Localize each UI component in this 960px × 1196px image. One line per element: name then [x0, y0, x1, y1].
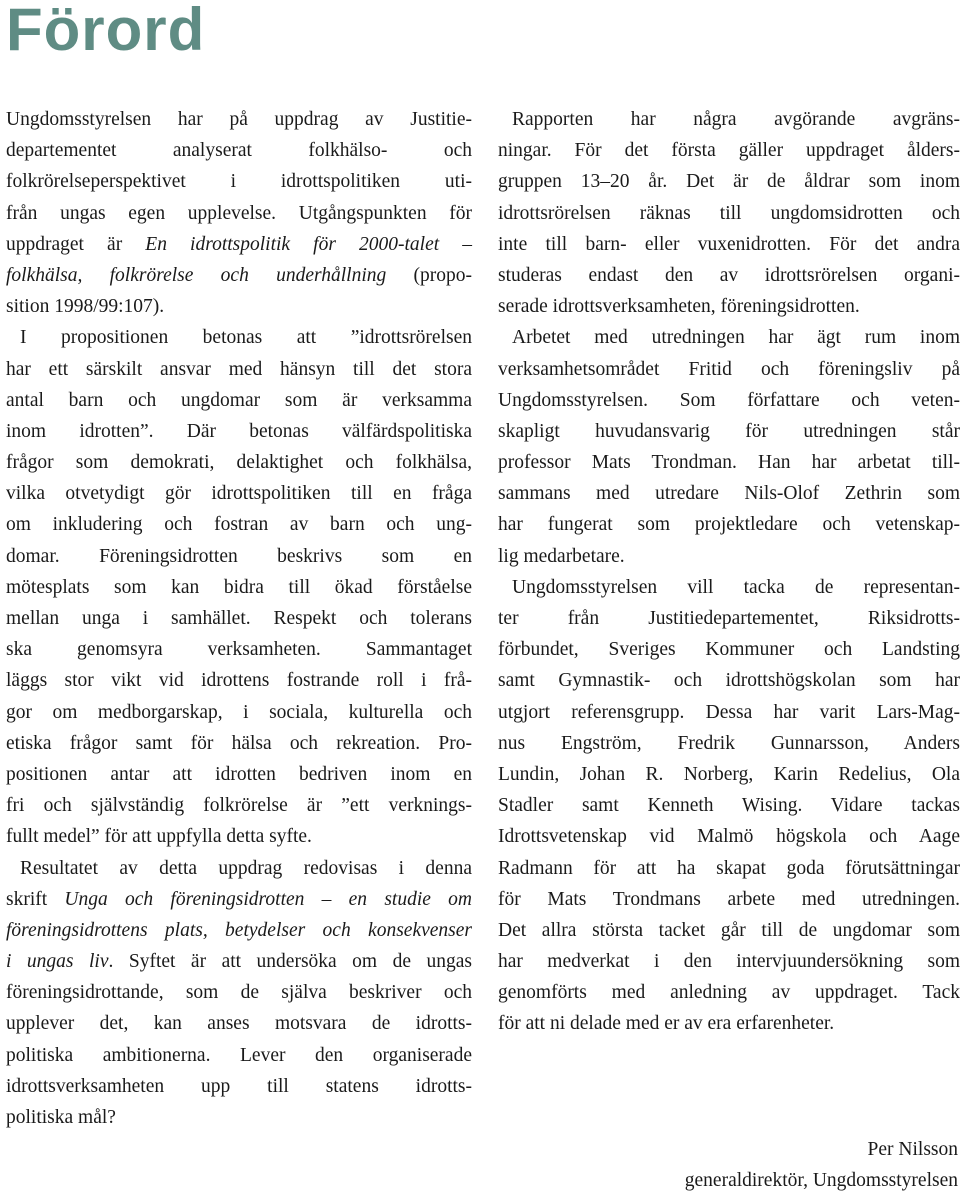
text-line: uppdraget är En idrottspolitik för 2000-talet – [6, 233, 472, 255]
signature-title: generaldirektör, Ungdomsstyrelsen [684, 1170, 958, 1191]
text-line: Det allra största tacket går till de ungdomar som [498, 919, 960, 941]
text-line: sammans med utredare Nils-Olof Zethrin som [498, 483, 960, 505]
text-line: nus Engström, Fredrik Gunnarsson, Anders [498, 732, 960, 754]
text-line: Lundin, Johan R. Norberg, Karin Redelius, Ola [498, 763, 960, 785]
text-line: politiska ambitionerna. Lever den organiserade [6, 1044, 472, 1066]
text-line: Idrottsvetenskap vid Malmö högskola och Aage [498, 826, 960, 848]
text-line: folkrörelseperspektivet i idrottspolitiken uti- [6, 171, 472, 193]
text-line: ska genomsyra verksamheten. Sammantaget [6, 639, 472, 661]
text-line: inom idrotten”. Där betonas välfärdspolitiska [6, 420, 472, 442]
text-line: gor om medborgarskap, i sociala, kulturella och [6, 701, 472, 723]
text-line: för Mats Trondmans arbete med utredningen. [498, 888, 960, 910]
text-line: läggs stor vikt vid idrottens fostrande roll i frå- [6, 670, 472, 692]
text-line: vilka otvetydigt gör idrottspolitiken till en fråga [6, 483, 472, 505]
text-line: föreningsidrottande, som de själva beskriver och [6, 982, 472, 1004]
page-title: Förord [6, 0, 206, 63]
text-line: departementet analyserat folkhälso- och [6, 140, 472, 162]
text-line: domar. Föreningsidrotten beskrivs som en [6, 545, 472, 567]
text-line: idrottsverksamheten upp till statens idrotts- [6, 1075, 472, 1097]
text-line: antal barn och ungdomar som är verksamma [6, 389, 472, 411]
signature-block [685, 1134, 958, 1196]
text-line: Ungdomsstyrelsen har på uppdrag av Justitie- [6, 109, 472, 130]
text-line: serade idrottsverksamheten, föreningsidrotten. [498, 296, 860, 318]
text-line: I propositionen betonas att ”idrottsrörelsen [20, 327, 472, 349]
text-line: ningar. För det första gäller uppdraget ålders- [498, 140, 960, 162]
text-line: ter från Justitiedepartementet, Riksidrotts- [498, 608, 960, 629]
text-line: politiska mål? [6, 1107, 116, 1128]
text-line: samt Gymnastik- och idrottshögskolan som har [498, 670, 960, 692]
text-line: i ungas liv. Syftet är att undersöka om de ungas [6, 951, 472, 973]
text-line: Arbetet med utredningen har ägt rum inom [512, 327, 960, 349]
text-line: genomförts med anledning av uppdraget. Tack [498, 982, 960, 1004]
text-line: frågor som demokrati, delaktighet och folkhälsa, [6, 452, 472, 474]
text-line: Radmann för att ha skapat goda förutsättningar [498, 857, 960, 879]
text-line: etiska frågor samt för hälsa och rekreation. Pro- [6, 732, 472, 754]
text-line: professor Mats Trondman. Han har arbetat till- [498, 452, 960, 474]
text-column-left [6, 104, 472, 1133]
text-line: skapligt huvudansvarig för utredningen står [498, 420, 960, 442]
text-line: skrift Unga och föreningsidrotten – en studie om [6, 888, 472, 910]
text-line: verksamhetsområdet Fritid och föreningsliv på [498, 358, 960, 380]
text-column-right [498, 104, 960, 1040]
text-line: studeras endast den av idrottsrörelsen organi- [498, 264, 960, 286]
text-line: folkhälsa, folkrörelse och underhållning (propo- [6, 264, 473, 286]
text-line: gruppen 13–20 år. Det är de åldrar som inom [498, 171, 960, 193]
text-line: har ett särskilt ansvar med hänsyn till det stora [6, 358, 472, 380]
text-line: för att ni delade med er av era erfarenheter. [498, 1013, 835, 1035]
text-line: positionen antar att idrotten bedriven inom en [6, 763, 472, 785]
text-line: Rapporten har några avgörande avgräns- [512, 109, 960, 130]
text-line: Ungdomsstyrelsen. Som författare och veten- [498, 389, 960, 411]
text-line: föreningsidrottens plats, betydelser och konsekvenser [6, 919, 472, 941]
text-line: har medverkat i den intervjuundersökning som [498, 951, 960, 973]
signature-name: Per Nilsson [867, 1139, 958, 1160]
text-line: förbundet, Sveriges Kommuner och Landsting [498, 639, 960, 661]
text-line: mellan unga i samhället. Respekt och tolerans [6, 608, 472, 629]
text-line: om inkludering och fostran av barn och ung- [6, 514, 472, 536]
text-line: idrottsrörelsen räknas till ungdomsidrotten och [498, 202, 960, 224]
text-line: fullt medel” för att uppfylla detta syfte. [6, 826, 312, 848]
text-line: sition 1998/99:107). [6, 296, 165, 318]
text-line: Ungdomsstyrelsen vill tacka de representan- [512, 576, 960, 598]
text-line: fri och självständig folkrörelse är ”ett verknings- [6, 795, 472, 817]
text-line: Resultatet av detta uppdrag redovisas i denna [20, 857, 472, 879]
text-line: upplever det, kan anses motsvara de idrotts- [6, 1013, 472, 1035]
text-line: utgjort referensgrupp. Dessa har varit Lars-Mag- [498, 701, 960, 723]
text-line: från ungas egen upplevelse. Utgångspunkten för [6, 202, 472, 224]
text-line: Stadler samt Kenneth Wising. Vidare tackas [498, 795, 960, 817]
text-line: inte till barn- eller vuxenidrotten. För det andra [498, 233, 960, 255]
text-line: mötesplats som kan bidra till ökad förståelse [6, 576, 472, 598]
text-line: har fungerat som projektledare och vetenskap- [498, 514, 960, 536]
text-line: lig medarbetare. [498, 545, 625, 567]
